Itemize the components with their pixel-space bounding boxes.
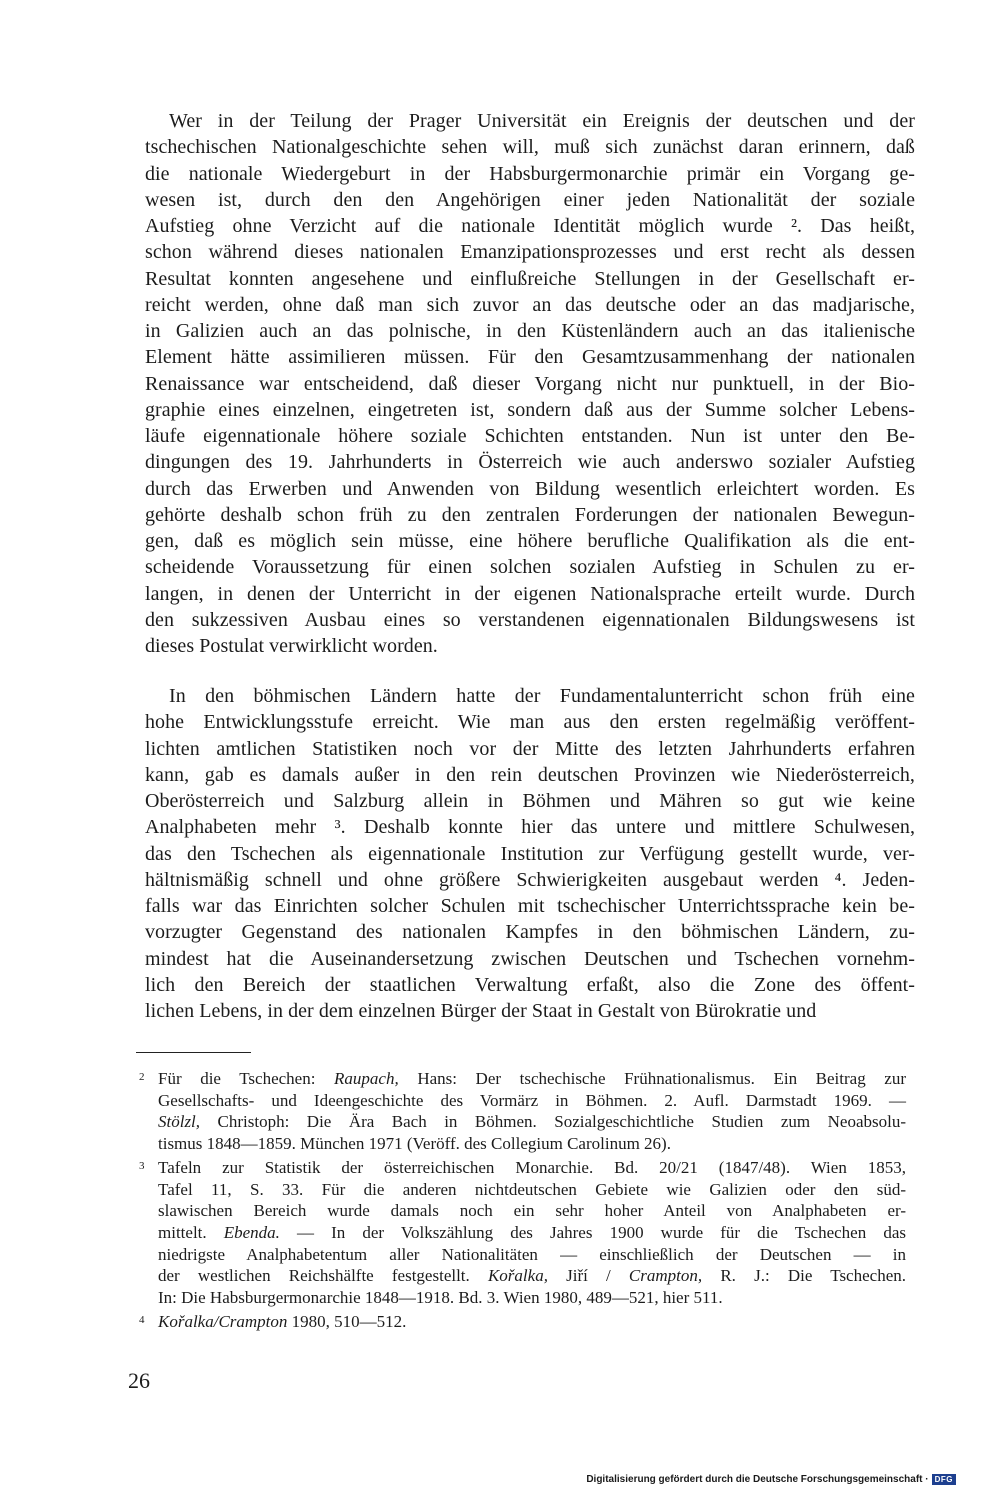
footnote-line (158, 1287, 723, 1308)
text-line: mindest hat die Auseinandersetzung zwischen Deutschen und Tschechen vornehm- (145, 947, 915, 970)
footnote-text: Hans: Der tschechische Frühnationalismus. Ein Beitrag zur (398, 1069, 906, 1088)
text-line: das den Tschechen als eigennationale Institution zur Verfügung gestellt wurde, ver- (145, 842, 915, 865)
footnote-text: Tafel 11, S. 33. Für die anderen nichtdeutschen Gebiete wie Galizien oder den süd- (158, 1179, 906, 1199)
text-line: Wer in der Teilung der Prager Universität ein Ereignis der deutschen und der (169, 110, 915, 132)
footnote-text: Christoph: Die Ära Bach in Böhmen. Sozialgeschichtliche Studien zum Neoabsolu- (200, 1112, 906, 1132)
footnote-text: tismus 1848—1859. München 1971 (Veröff. des Collegium Carolinum 26). (158, 1134, 671, 1154)
footnote-text: — In der Volkszählung des Jahres 1900 wurde für die Tschechen das (279, 1222, 906, 1242)
footnote-text: der westlichen Reichshälfte festgestellt. (158, 1266, 488, 1286)
footnote-text: Ebenda. (223, 1222, 280, 1242)
footnote-mark: 4 (139, 1313, 145, 1326)
footnote-text: 1980, 510—512. (287, 1311, 407, 1331)
footnote-separator (136, 1052, 251, 1053)
footnote-line (158, 1222, 906, 1243)
footnote-text: Stölzl, (158, 1112, 201, 1132)
digitization-credit (586, 1474, 956, 1485)
footnote-text: Gesellschafts- und Ideengeschichte des Vormärz in Böhmen. 2. Aufl. Darmstadt 1969. — (158, 1090, 906, 1110)
footnote-text: slawischen Bereich wurde damals noch ein sehr hoher Anteil von Analphabeten er- (158, 1201, 906, 1221)
footnote-text: R. J.: Die Tschechen. (702, 1266, 906, 1286)
text-line: Analphabeten mehr ³. Deshalb konnte hier das untere und mittlere Schulwesen, (145, 816, 915, 839)
text-line: vorzugter Gegenstand des nationalen Kampfes in den böhmischen Ländern, zu- (145, 921, 915, 944)
text-line: dieses Postulat verwirklicht worden. (145, 635, 438, 657)
text-line: reicht werden, ohne daß man sich zuvor an das deutsche oder an das madjarische, (145, 293, 915, 316)
dfg-logo: DFG (932, 1474, 956, 1485)
footnote-line (158, 1265, 906, 1286)
footnote-line (158, 1179, 906, 1200)
footnote-text: Für die Tschechen: (158, 1069, 335, 1088)
text-line: lichen Lebens, in der dem einzelnen Bürger der Staat in Gestalt von Bürokratie und (145, 1000, 817, 1022)
text-line: läufe eigennationale höhere soziale Schichten entstanden. Nun ist unter den Be- (145, 425, 915, 447)
footnote-line (158, 1200, 906, 1221)
credit-text: Digitalisierung gefördert durch die Deutsche Forschungsgemeinschaft · (586, 1474, 929, 1485)
text-line: Resultat konnten angesehene und einflußreiche Stellungen in der Gesellschaft er- (145, 267, 915, 290)
text-line: graphie eines einzelnen, eingetreten ist, sondern daß aus der Summe solcher Lebens- (145, 398, 915, 421)
text-line: hohe Entwicklungsstufe erreicht. Wie man aus den ersten regelmäßig veröffent- (145, 711, 915, 734)
text-line: hältnismäßig schnell und ohne größere Schwierigkeiten ausgebaut werden ⁴. Jeden- (145, 868, 915, 891)
text-line: in Galizien auch an das polnische, in den Küstenländern auch an das italienische (145, 320, 915, 342)
text-line: Renaissance war entscheidend, daß dieser Vorgang nicht nur punktuell, in der Bio- (145, 372, 915, 395)
text-line: gehörte deshalb schon früh zu den zentralen Forderungen der nationalen Bewegun- (145, 503, 915, 526)
text-line: schon während dieses nationalen Emanzipationsprozesses und erst recht als dessen (145, 241, 915, 264)
footnote-mark: 2 (139, 1071, 145, 1083)
text-line: Oberösterreich und Salzburg allein in Böhmen und Mähren so gut wie keine (145, 790, 915, 812)
footnote-line (158, 1090, 906, 1111)
text-line: falls war das Einrichten solcher Schulen mit tschechischer Unterrichtssprache kein be- (145, 895, 915, 917)
footnote-text: Crampton, (628, 1266, 703, 1286)
text-line: tschechischen Nationalgeschichte sehen will, muß sich zunächst daran erinnern, daß (145, 136, 915, 159)
footnote-line (158, 1157, 906, 1178)
footnote-line (158, 1111, 906, 1132)
text-line: langen, in denen der Unterricht in der eigenen Nationalsprache erteilt wurde. Durch (145, 582, 915, 605)
text-line: lichten amtlichen Statistiken noch vor der Mitte des letzten Jahrhunderts erfahren (145, 737, 915, 760)
text-line: durch das Erwerben und Anwenden von Bildung wesentlich erleichtert worden. Es (145, 477, 915, 500)
text-line: wesen ist, durch den den Angehörigen einer jeden Nationalität der soziale (145, 188, 915, 211)
footnote-line (158, 1133, 671, 1154)
page-number: 26 (128, 1368, 150, 1393)
footnote-text: niedrigste Analphabetentum aller Nationalitäten — einschließlich der Deutschen — in (158, 1244, 906, 1264)
text-line: Aufstieg ohne Verzicht auf die nationale Identität möglich wurde ². Das heißt, (145, 215, 915, 237)
footnote-text: Jiří / (547, 1266, 629, 1286)
text-line: lich den Bereich der staatlichen Verwaltung erfaßt, also die Zone des öffent- (145, 973, 915, 996)
footnote-line (158, 1068, 906, 1089)
text-line: die nationale Wiedergeburt in der Habsburgermonarchie primär ein Vorgang ge- (145, 162, 915, 185)
footnote-text: mittelt. (158, 1222, 224, 1242)
footnote-text: Raupach, (334, 1069, 399, 1088)
text-line: dingungen des 19. Jahrhunderts in Österreich wie auch anderswo sozialer Aufstieg (145, 451, 915, 474)
footnote-text: Kořalka/Crampton (158, 1311, 288, 1331)
footnote-mark: 3 (139, 1159, 145, 1172)
footnote-text: Tafeln zur Statistik der österreichischen Monarchie. Bd. 20/21 (1847/48). Wien 1853, (158, 1157, 906, 1177)
footnote-line (158, 1311, 406, 1332)
footnote-line (158, 1244, 906, 1265)
text-line: scheidende Voraussetzung für einen solchen sozialen Aufstieg in Schulen zu er- (145, 556, 915, 579)
footnote-text: In: Die Habsburgermonarchie 1848—1918. Bd. 3. Wien 1980, 489—521, hier 511. (158, 1288, 723, 1307)
text-line: In den böhmischen Ländern hatte der Fundamentalunterricht schon früh eine (169, 685, 915, 707)
text-line: den sukzessiven Ausbau eines so verstandenen eigennationalen Bildungswesens ist (145, 608, 915, 631)
text-line: gen, daß es möglich sein müsse, eine höhere berufliche Qualifikation als die ent- (145, 530, 915, 552)
footnote-text: Kořalka, (487, 1266, 548, 1286)
text-line: Element hätte assimilieren müssen. Für den Gesamtzusammenhang der nationalen (145, 346, 915, 369)
text-line: kann, gab es damals außer in den rein deutschen Provinzen wie Niederösterreich, (145, 763, 915, 786)
